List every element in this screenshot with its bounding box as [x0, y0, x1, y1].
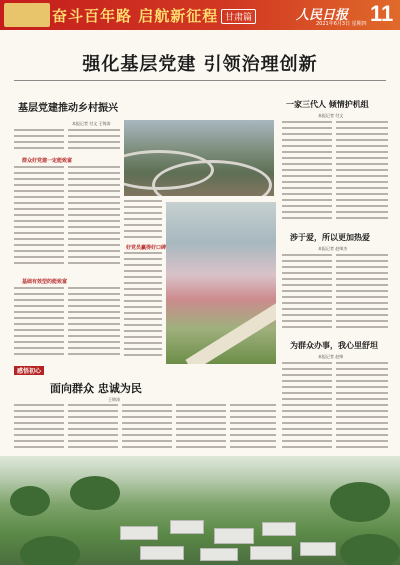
- article-text-block: [122, 404, 172, 454]
- article-text-block: [124, 252, 162, 360]
- article-text-block: [68, 404, 118, 454]
- article-headline-right-low: 为群众办事，我心里舒坦: [290, 341, 378, 350]
- page-number: 11: [370, 1, 394, 26]
- village-house: [140, 546, 184, 560]
- section-header-banner: [0, 0, 400, 30]
- village-house: [300, 542, 336, 556]
- village-house: [200, 548, 238, 561]
- bridge-photo: [124, 120, 274, 196]
- lakeside-path: [185, 296, 276, 364]
- feelings-tag: 感悟初心: [14, 366, 44, 375]
- village-house: [120, 526, 158, 540]
- article-text-block: [176, 404, 226, 454]
- article-text-block: [14, 287, 64, 359]
- article-byline-right-low: 本报记者 赵帅: [318, 354, 344, 359]
- article-text-block: [336, 254, 388, 332]
- article-headline-right-mid: 涉于爱，所以更加热爱: [290, 233, 370, 242]
- issue-date: 2021年6月3日 星期四: [316, 21, 367, 27]
- article-text-block: [282, 254, 332, 332]
- article-byline-right-top: 本报记者 付文: [318, 113, 344, 118]
- masthead: 人民日报: [296, 8, 349, 23]
- article-headline-left-bottom: 面向群众 忠诚为民: [50, 382, 142, 395]
- article-text-block: [336, 121, 388, 225]
- village-house: [250, 546, 292, 560]
- section-title: 奋斗百年路 启航新征程: [52, 7, 219, 25]
- article-text-block: [68, 287, 120, 359]
- article-text-block: [68, 166, 120, 274]
- article-subhead: 好党员赢得好口碑: [126, 245, 167, 251]
- village-house: [262, 522, 296, 536]
- article-text-block: [14, 129, 64, 153]
- article-text-block: [68, 129, 120, 153]
- article-text-block: [282, 362, 332, 452]
- region-tag: 甘肃篇: [221, 9, 256, 24]
- article-byline-right-mid: 本报记者 赵帅杰: [318, 246, 348, 251]
- article-byline-left-bottom: 王锦涛: [108, 397, 120, 402]
- salt-lake-photo: [166, 202, 276, 364]
- article-text-block: [14, 404, 64, 454]
- article-byline-left-top: 本报记者 付文 王锦涛: [72, 121, 111, 126]
- article-subhead: 群众好党建一定能致富: [22, 158, 73, 164]
- article-headline-left-top: 基层党建推动乡村振兴: [18, 103, 118, 114]
- anniversary-logo: [4, 3, 50, 27]
- article-text-block: [282, 121, 332, 225]
- village-house: [170, 520, 204, 534]
- article-text-block: [14, 166, 64, 274]
- article-text-block: [124, 200, 162, 240]
- title-rule: [14, 80, 386, 81]
- article-subhead: 基础有效型的能致富: [22, 279, 68, 285]
- village-house: [214, 528, 254, 544]
- village-photo: [0, 456, 400, 565]
- article-text-block: [336, 362, 388, 452]
- article-headline-right-top: 一家三代人 倾情护机组: [286, 100, 369, 109]
- page-title: 强化基层党建 引领治理创新: [82, 54, 318, 75]
- article-text-block: [230, 404, 276, 454]
